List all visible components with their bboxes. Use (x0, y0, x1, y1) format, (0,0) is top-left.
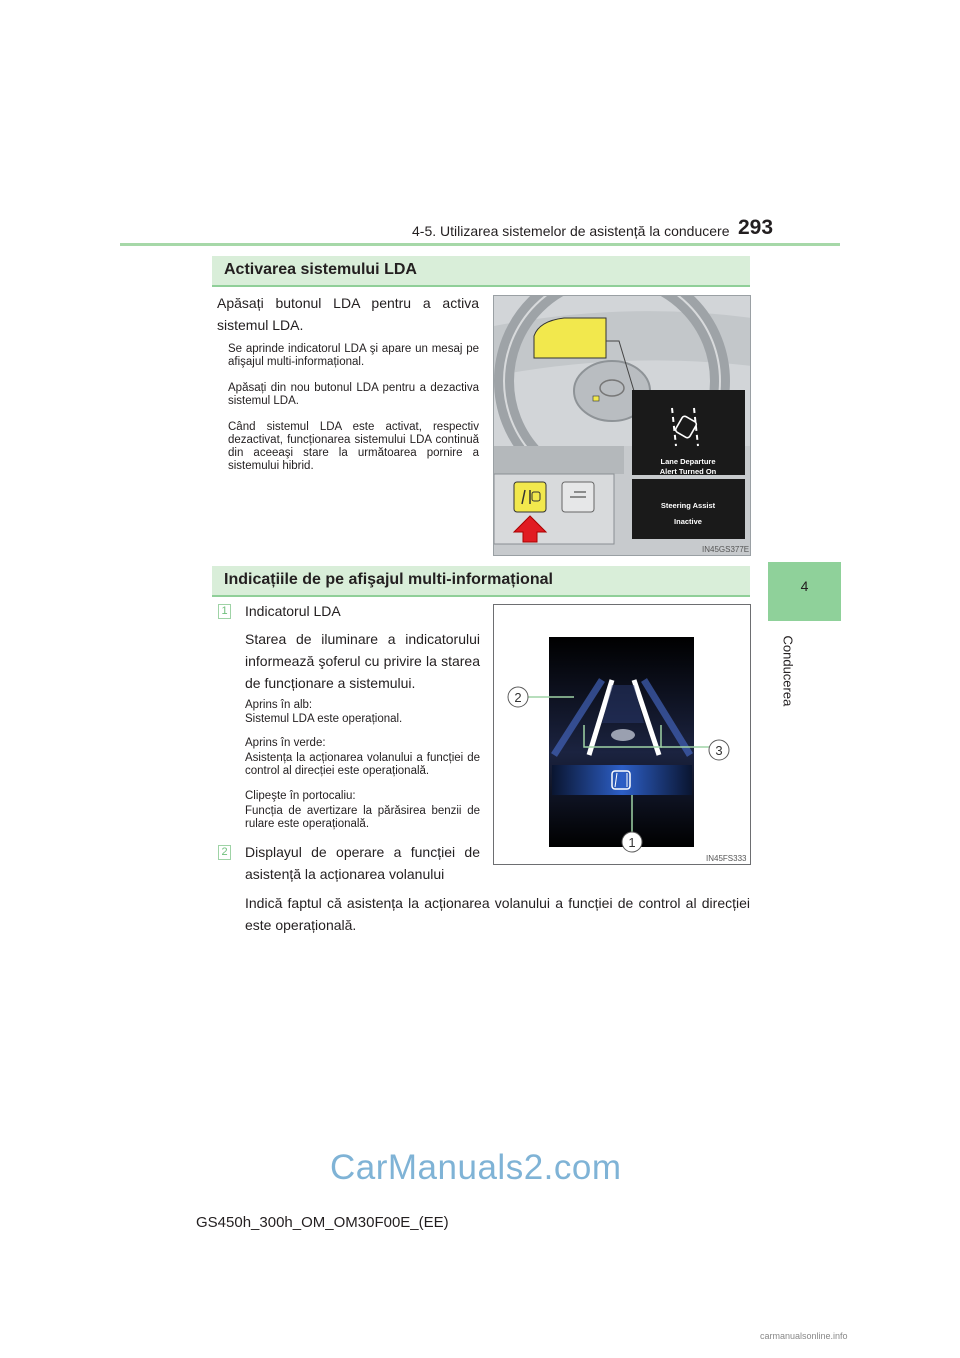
chapter-tab (768, 562, 841, 621)
item-number-badge: 2 (218, 845, 231, 860)
state-green-label: Aprins în verde: (245, 737, 326, 749)
section-heading-activation (212, 256, 750, 287)
activation-note-1: Se aprinde indicatorul LDA şi apare un mesaj pe afişajul multi-informațional. (228, 343, 479, 368)
figure-code: IN45FS333 (706, 854, 747, 863)
figure-code: IN45GS377E (702, 545, 750, 554)
chapter-label (778, 628, 798, 708)
callout-1: 1 (628, 835, 636, 850)
item2-title: Displayul de operare a funcției de asistență la acționarea volanului (245, 844, 480, 882)
figure-lda-button (493, 295, 751, 556)
activation-note-2: Apăsați din nou butonul LDA pentru a dezactiva sistemul LDA. (228, 382, 479, 407)
state-orange-label: Clipeşte în portocaliu: (245, 790, 356, 802)
state-green-text: Asistența la acționarea volanului a funcției de control al direcției este operațională. (245, 752, 480, 777)
item-number-badge: 1 (218, 604, 231, 619)
section-heading-text: Activarea sistemului LDA (224, 261, 417, 278)
state-white-label: Aprins în alb: (245, 699, 313, 711)
header-divider (120, 243, 840, 246)
chapter-label-text: Conducerea (780, 635, 796, 707)
state-orange-text: Funcția de avertizare la părăsirea benzii de rulare este operațională. (245, 805, 480, 830)
page-number: 293 (738, 216, 774, 239)
section-heading-text: Indicațiile de pe afişajul multi-informațional (224, 571, 553, 588)
watermark-logo: CarManuals2.com (330, 1148, 622, 1187)
state-white-text: Sistemul LDA este operațional. (245, 713, 403, 725)
display-illustration (494, 605, 751, 865)
watermark-url: carmanualsonline.info (760, 1331, 848, 1341)
chapter-number: 4 (800, 578, 809, 594)
msg-lane-departure: Lane Departure (660, 457, 716, 466)
footer-model-code: GS450h_300h_OM_OM30F00E_(EE) (196, 1214, 449, 1231)
callout-2: 2 (514, 690, 522, 705)
section-header-title: 4-5. Utilizarea sistemelor de asistență la conducere (412, 223, 730, 239)
callout-3: 3 (715, 743, 723, 758)
item1-description: Starea de iluminare a indicatorului informează şoferul cu privire la starea de funcționare a sistemului. (245, 631, 480, 691)
section-heading-indications (212, 566, 750, 597)
lda-button-illustration (494, 296, 751, 556)
item2-description: Indică faptul că asistența la acționarea volanului a funcției de control al direcției este operațională. (245, 895, 750, 933)
activation-note-3: Când sistemul LDA este activat, respectiv dezactivat, funcționarea sistemului LDA continuă din aceeaşi stare la următoarea pornire a sistemului hibrid. (228, 421, 479, 472)
msg-alert-turned-on: Alert Turned On (659, 467, 717, 476)
msg-inactive: Inactive (674, 517, 702, 526)
figure-multi-info-display (493, 604, 751, 865)
item1-title: Indicatorul LDA (245, 603, 341, 619)
msg-steering-assist: Steering Assist (660, 501, 716, 510)
activation-instruction: Apăsați butonul LDA pentru a activa sistemul LDA. (217, 295, 479, 333)
